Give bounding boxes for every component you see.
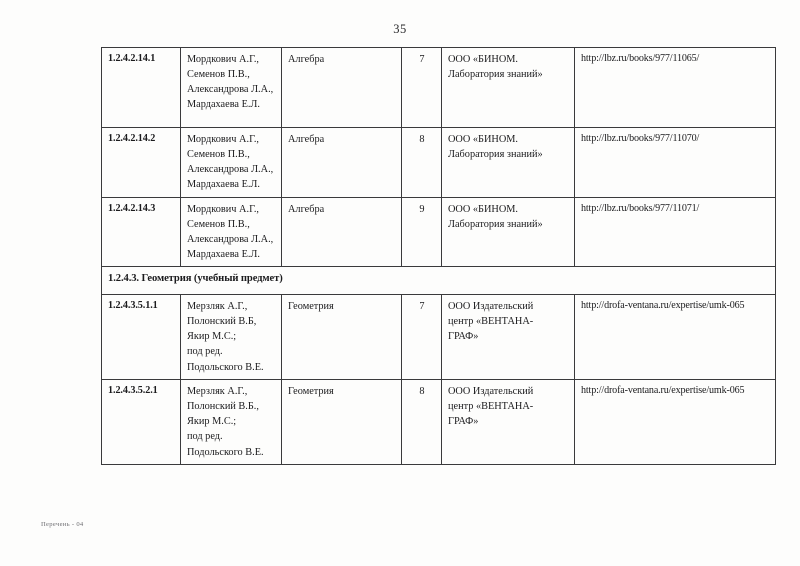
table-body (102, 48, 776, 465)
cell-publisher: ООО «БИНОМ. Лаборатория знаний» (442, 197, 575, 267)
table-row (102, 295, 776, 380)
cell-url: http://lbz.ru/books/977/11065/ (575, 48, 776, 128)
section-title: 1.2.4.3. Геометрия (учебный предмет) (102, 267, 776, 295)
cell-authors: Мордкович А.Г., Семенов П.В., Александрова Л.А., Мардахаева Е.Л. (181, 128, 282, 198)
table-row (102, 380, 776, 465)
cell-grade: 7 (402, 48, 442, 128)
cell-authors: Мордкович А.Г., Семенов П.В., Александрова Л.А., Мардахаева Е.Л. (181, 48, 282, 128)
cell-code: 1.2.4.2.14.2 (102, 128, 181, 198)
cell-grade: 9 (402, 197, 442, 267)
cell-subject: Алгебра (282, 197, 402, 267)
cell-authors: Мерзляк А.Г., Полонский В.Б., Якир М.С.; под ред. Подольского В.Е. (181, 380, 282, 465)
cell-publisher: ООО «БИНОМ. Лаборатория знаний» (442, 48, 575, 128)
page-number: 35 (393, 22, 407, 36)
table-section-row (102, 267, 776, 295)
cell-publisher: ООО «БИНОМ. Лаборатория знаний» (442, 128, 575, 198)
table-row (102, 197, 776, 267)
cell-subject: Геометрия (282, 380, 402, 465)
cell-publisher: ООО Издательский центр «ВЕНТАНА- ГРАФ» (442, 295, 575, 380)
document-footer: Перечень - 04 (41, 521, 84, 528)
textbook-registry-table-wrap (101, 47, 775, 465)
cell-code: 1.2.4.2.14.1 (102, 48, 181, 128)
cell-url: http://lbz.ru/books/977/11071/ (575, 197, 776, 267)
cell-subject: Геометрия (282, 295, 402, 380)
cell-url: http://drofa-ventana.ru/expertise/umk-065 (575, 380, 776, 465)
table-row (102, 48, 776, 128)
cell-authors: Мерзляк А.Г., Полонский В.Б, Якир М.С.; под ред. Подольского В.Е. (181, 295, 282, 380)
cell-subject: Алгебра (282, 128, 402, 198)
cell-authors: Мордкович А.Г., Семенов П.В., Александрова Л.А., Мардахаева Е.Л. (181, 197, 282, 267)
cell-url: http://lbz.ru/books/977/11070/ (575, 128, 776, 198)
cell-code: 1.2.4.3.5.1.1 (102, 295, 181, 380)
cell-url: http://drofa-ventana.ru/expertise/umk-065 (575, 295, 776, 380)
cell-code: 1.2.4.3.5.2.1 (102, 380, 181, 465)
cell-grade: 8 (402, 380, 442, 465)
cell-publisher: ООО Издательский центр «ВЕНТАНА- ГРАФ» (442, 380, 575, 465)
cell-grade: 7 (402, 295, 442, 380)
cell-code: 1.2.4.2.14.3 (102, 197, 181, 267)
cell-subject: Алгебра (282, 48, 402, 128)
textbook-registry-table (101, 47, 776, 465)
cell-grade: 8 (402, 128, 442, 198)
table-row (102, 128, 776, 198)
